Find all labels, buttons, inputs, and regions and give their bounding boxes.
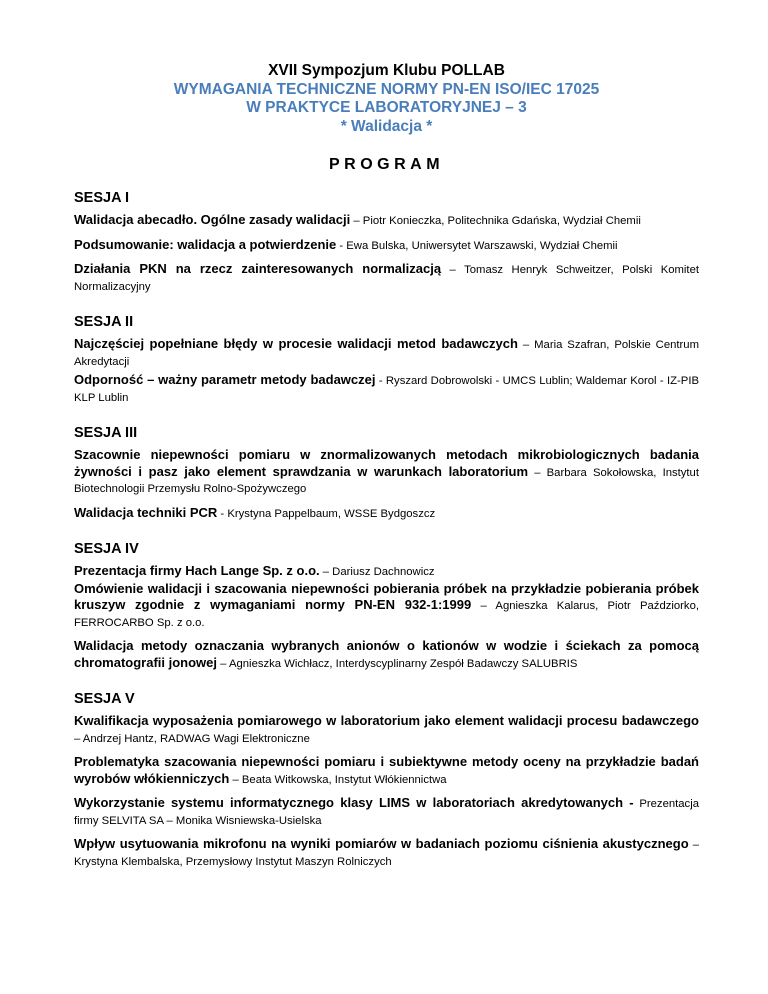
talk-title: Walidacja techniki PCR bbox=[74, 504, 218, 520]
talk-author: - Krystyna Pappelbaum, WSSE Bydgoszcz bbox=[217, 507, 436, 520]
talk-entry bbox=[74, 638, 699, 672]
talk-title: Szacownie niepewności pomiaru w znormalizowanych metodach mikrobiologicznych badania żywności i pasz jako element sprawdzania w warunkach laboratorium bbox=[74, 447, 699, 479]
session-title: SESJA V bbox=[74, 691, 135, 707]
talk-author: – Piotr Konieczka, Politechnika Gdańska, Wydział Chemii bbox=[350, 215, 641, 227]
talk-title: Problematyka szacowania niepewności pomiaru i subiektywne metody oceny na przykładzie badań wyrobów włókienniczych bbox=[74, 754, 699, 786]
talk-title: Odporność – ważny parametr metody badawczej bbox=[74, 372, 376, 387]
talk-entry bbox=[74, 372, 699, 406]
talk-entry bbox=[74, 336, 699, 370]
program-heading: PROGRAM bbox=[328, 156, 445, 173]
talk-author: – Andrzej Hantz, RADWAG Wagi Elektroniczne bbox=[74, 732, 310, 745]
talk-entry bbox=[74, 447, 699, 498]
talk-author: – Agnieszka Wichłacz, Interdyscyplinarny Zespół Badawczy SALUBRIS bbox=[217, 657, 578, 670]
session-title: SESJA I bbox=[74, 190, 130, 206]
talk-author: - Ryszard Dobrowolski - UMCS Lublin; Waldemar Korol - IZ-PIB KLP Lublin bbox=[74, 375, 699, 404]
talk-entry bbox=[74, 581, 699, 632]
talk-entry bbox=[74, 212, 699, 230]
talk-entry bbox=[74, 754, 699, 788]
talk-title: Kwalifikacja wyposażenia pomiarowego w laboratorium jako element walidacji procesu badawczego bbox=[74, 713, 699, 728]
talk-author: – Beata Witkowska, Instytut Włókiennictwa bbox=[229, 773, 447, 786]
talk-entry bbox=[74, 237, 699, 255]
talk-entry bbox=[74, 836, 699, 870]
talk-author: Prezentacja firmy SELVITA SA – Monika Wisniewska-Usielska bbox=[74, 798, 699, 827]
talk-author: – Krystyna Klembalska, Przemysłowy Instytut Maszyn Rolniczych bbox=[74, 839, 700, 868]
document-page bbox=[74, 62, 699, 877]
session-title: SESJA III bbox=[74, 425, 138, 441]
talk-title: Wpływ usytuowania mikrofonu na wyniki pomiarów w badaniach poziomu ciśnienia akustycznego bbox=[74, 836, 689, 851]
talk-entry bbox=[74, 261, 699, 295]
talk-entry bbox=[74, 505, 699, 523]
talk-author: – Agnieszka Kalarus, Piotr Paździorko, FERROCARBO Sp. z o.o. bbox=[74, 600, 699, 629]
session-title: SESJA II bbox=[74, 314, 134, 330]
subtitle-line-1: WYMAGANIA TECHNICZNE NORMY PN-EN ISO/IEC 17025 bbox=[173, 80, 600, 98]
subtitle-line-2: W PRAKTYCE LABORATORYJNEJ – 3 bbox=[246, 99, 527, 116]
talk-title: Najczęściej popełniane błędy w procesie walidacji metod badawczych bbox=[74, 336, 518, 351]
talk-entry bbox=[74, 713, 699, 747]
talk-title: Walidacja metody oznaczania wybranych anionów o kationów w wodzie i ściekach za pomocą chromatografii jonowej bbox=[74, 638, 699, 670]
talk-title: Prezentacja firmy Hach Lange Sp. z o.o. bbox=[74, 563, 320, 578]
talk-author: – Maria Szafran, Polskie Centrum Akredytacji bbox=[74, 339, 699, 368]
talk-author: – Dariusz Dachnowicz bbox=[319, 566, 435, 578]
talk-title: Podsumowanie: walidacja a potwierdzenie bbox=[74, 236, 337, 252]
talk-entry bbox=[74, 563, 699, 581]
talk-title: Działania PKN na rzecz zainteresowanych normalizacją bbox=[74, 261, 442, 276]
symposium-title: XVII Sympozjum Klubu POLLAB bbox=[268, 62, 505, 79]
talk-author: – Barbara Sokołowska, Instytut Biotechnologii Przemysłu Rolno-Spożywczego bbox=[74, 466, 699, 495]
subtitle-line-3: * Walidacja * bbox=[340, 117, 433, 135]
header bbox=[74, 62, 699, 136]
talk-entry bbox=[74, 795, 699, 829]
talk-title: Wykorzystanie systemu informatycznego klasy LIMS w laboratoriach akredytowanych - bbox=[74, 795, 634, 810]
talk-title: Walidacja abecadło. Ogólne zasady walidacji bbox=[74, 212, 351, 227]
talk-author: – Tomasz Henryk Schweitzer, Polski Komitet Normalizacyjny bbox=[74, 264, 699, 293]
talk-title: Omówienie walidacji i szacowania niepewności pobierania próbek na przykładzie pobierania próbek kruszyw zgodnie z wymaganiami normy PN-EN 932-1:1999 bbox=[74, 580, 699, 612]
session-title: SESJA IV bbox=[74, 541, 139, 557]
talk-author: - Ewa Bulska, Uniwersytet Warszawski, Wydział Chemii bbox=[336, 239, 618, 252]
